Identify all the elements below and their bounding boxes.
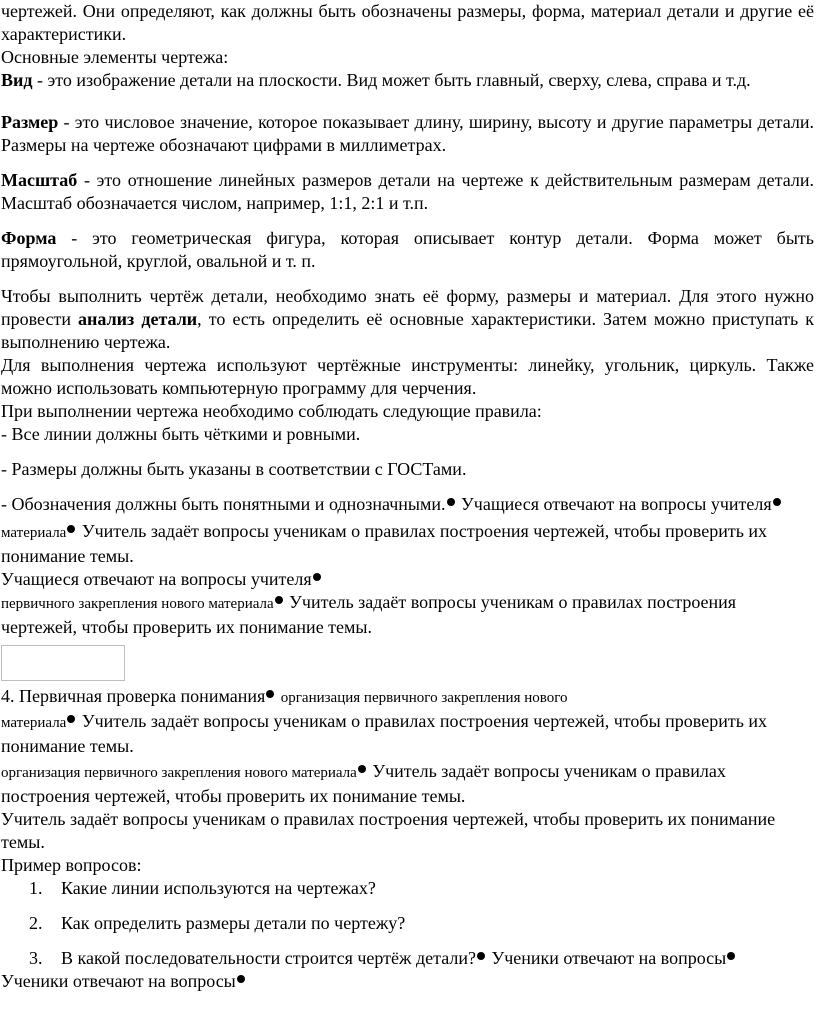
bullet-dot-icon — [67, 715, 75, 723]
students-answer-text: Учащиеся отвечают на вопросы учителя — [461, 494, 772, 514]
material-label: материала — [1, 715, 67, 731]
empty-table-cell — [1, 645, 125, 681]
bullet-dot-icon — [727, 952, 735, 960]
intro-paragraph: чертежей. Они определяют, как должны быть обозначены размеры, форма, материал детали и другие её характеристики. — [1, 1, 814, 44]
size-term: Размер — [1, 112, 59, 132]
org-primary-full-label: организация первичного закрепления нового материала — [1, 765, 357, 781]
view-definition — [1, 69, 814, 92]
section-4-line — [1, 685, 814, 710]
question-number: 1. — [29, 878, 43, 898]
examples-title: Пример вопросов: — [1, 855, 142, 875]
question-item — [1, 912, 814, 935]
bullet-dot-icon — [266, 690, 274, 698]
form-term: Форма — [1, 228, 57, 248]
questions-list — [1, 877, 814, 970]
view-text: - это изображение детали на плоскости. Вид может быть главный, сверху, слева, справа и т.д. — [32, 70, 751, 90]
form-text: - это геометрическая фигура, которая описывает контур детали. Форма может быть прямоугольной, круглой, овальной и т. п. — [1, 228, 814, 271]
primary-fix-label: первичного закрепления нового материала — [1, 596, 274, 612]
rule-1: - Все линии должны быть чёткими и ровными. — [1, 424, 361, 444]
teacher-asks-text: Учитель задаёт вопросы ученикам о правилах построения чертежей, чтобы проверить их понимание темы. — [1, 521, 768, 566]
bullet-dot-icon — [773, 498, 781, 506]
material-label: материала — [1, 525, 67, 541]
question-number: 3. — [29, 948, 43, 968]
students-answer-line — [1, 568, 814, 591]
question-item — [1, 947, 814, 970]
bullet-dot-icon — [67, 525, 75, 533]
scale-term: Масштаб — [1, 170, 78, 190]
teacher-asks-text: Учитель задаёт вопросы ученикам о правилах построения чертежей, чтобы проверить их понимание темы. — [1, 711, 768, 756]
teacher-asks-paragraph: Учитель задаёт вопросы ученикам о правилах построения чертежей, чтобы проверить их понимание темы. — [1, 809, 776, 852]
teacher-asks-text: Учитель задаёт вопросы ученикам о правилах построения чертежей, чтобы проверить их понимание темы. — [1, 592, 737, 637]
rule-3: - Обозначения должны быть понятными и однозначными. — [1, 494, 446, 514]
pupils-answer-line — [1, 970, 814, 993]
question-text: В какой последовательности строится чертёж детали? — [61, 948, 476, 968]
tools-paragraph: Для выполнения чертежа используют чертёжные инструменты: линейку, угольник, циркуль. Также можно использовать компьютерную программу для черчения. — [1, 355, 814, 398]
question-text: Как определить размеры детали по чертежу? — [61, 913, 406, 933]
bullet-dot-icon — [358, 765, 366, 773]
section-4-title: 4. Первичная проверка понимания — [1, 686, 266, 706]
primary-fix-paragraph — [1, 591, 814, 639]
view-term: Вид — [1, 70, 33, 90]
size-definition — [1, 111, 814, 157]
elements-title: Основные элементы чертежа: — [1, 47, 229, 67]
size-text: - это числовое значение, которое показывает длину, ширину, высоту и другие параметры детали. Размеры на чертеже обозначают цифрами в миллиметрах. — [1, 112, 814, 155]
pupils-answer-text: Ученики отвечают на вопросы — [1, 971, 236, 991]
bullet-dot-icon — [313, 573, 321, 581]
analysis-paragraph — [1, 285, 814, 354]
scale-text: - это отношение линейных размеров детали на чертеже к действительным размерам детали. Масштаб обозначается числом, например, 1:1, 2:1 и т.п. — [1, 170, 814, 213]
rule-2: - Размеры должны быть указаны в соответствии с ГОСТами. — [1, 459, 467, 479]
students-answer-text: Учащиеся отвечают на вопросы учителя — [1, 569, 312, 589]
bullet-dot-icon — [447, 498, 455, 506]
bullet-dot-icon — [275, 596, 283, 604]
rule-3-paragraph — [1, 493, 814, 516]
org-primary-label: организация первичного закрепления нового — [280, 690, 568, 706]
question-item — [1, 877, 814, 900]
scale-definition — [1, 169, 814, 215]
analysis-after: , то есть определить её основные характеристики. Затем можно приступать к выполнению чертежа. — [1, 309, 814, 352]
teacher-asks-text: Учитель задаёт вопросы ученикам о правилах построения чертежей, чтобы проверить их понимание темы. — [1, 761, 726, 806]
analysis-bold: анализ детали — [78, 309, 198, 329]
material-teacher-paragraph — [1, 520, 814, 568]
analysis-before: Чтобы выполнить чертёж детали, необходимо знать её форму, размеры и материал. Для этого нужно провести — [1, 286, 814, 329]
pupils-answer-text: Ученики отвечают на вопросы — [491, 948, 727, 968]
question-number: 2. — [29, 913, 43, 933]
bullet-dot-icon — [237, 975, 245, 983]
org-primary-paragraph — [1, 760, 814, 808]
bullet-dot-icon — [477, 952, 485, 960]
form-definition — [1, 227, 814, 273]
question-text: Какие линии используются на чертежах? — [61, 878, 376, 898]
document-page — [1, 0, 814, 993]
rules-intro: При выполнении чертежа необходимо соблюдать следующие правила: — [1, 401, 542, 421]
material-teacher-paragraph-2 — [1, 710, 814, 758]
